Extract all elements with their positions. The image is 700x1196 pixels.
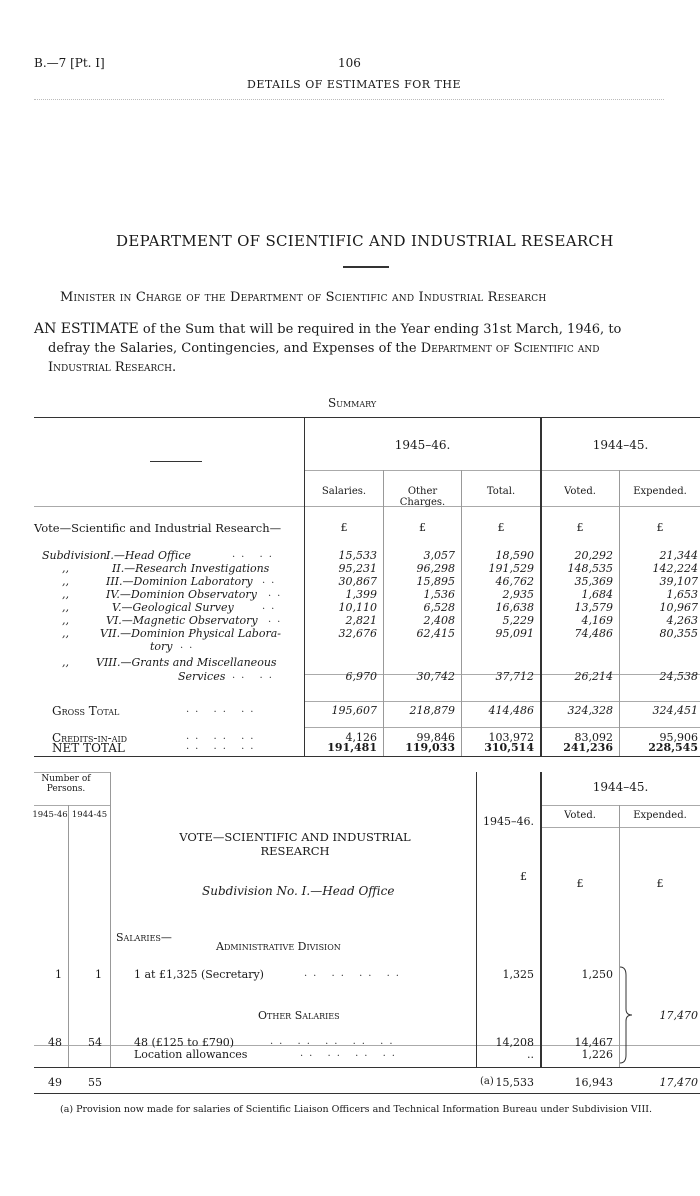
cell-total: 414,486: [488, 704, 534, 717]
brace-expended: 17,470: [659, 1009, 698, 1022]
subdivision-prefix: ,,: [62, 614, 69, 627]
cell-other: 119,033: [405, 741, 455, 754]
estimate-lead: AN ESTIMATE: [34, 321, 139, 337]
subdivision-prefix: ,,: [62, 601, 69, 614]
persons-1944: 54: [88, 1036, 102, 1049]
persons-1945: 1: [55, 968, 62, 981]
cell-total: 46,762: [495, 575, 534, 588]
cell-total: 191,529: [488, 562, 534, 575]
cell-voted: 13,579: [574, 601, 613, 614]
subdivision-label: VII.—Dominion Physical Labora-: [100, 627, 281, 640]
salaries-label: Salaries—: [116, 931, 172, 944]
cell-other: 62,415: [416, 627, 455, 640]
cell-salaries: 30,867: [338, 575, 377, 588]
cell-total: 37,712: [495, 670, 534, 683]
credits-in-aid-label: Credits-in-aid: [52, 731, 128, 745]
summary-title: Summary: [328, 396, 377, 410]
detail-col-expended: Expended.: [633, 810, 687, 821]
pound-sign: £: [656, 877, 664, 890]
page-ref: B.—7 [Pt. I]: [34, 56, 105, 70]
pound-sign: £: [576, 521, 584, 534]
cell-other: 218,879: [409, 704, 455, 717]
cell-other: 30,742: [416, 670, 455, 683]
cell-expended: 21,344: [659, 549, 698, 562]
pound-sign: £: [576, 877, 584, 890]
summary-year-current: 1945–46.: [394, 438, 451, 452]
cell-voted: 83,092: [574, 731, 613, 744]
total-persons-1945: 49: [48, 1076, 62, 1089]
total-est: 15,533: [495, 1076, 534, 1089]
subdivision-label: I.—Head Office: [106, 549, 192, 562]
subdivision-label: VIII.—Grants and Miscellaneous: [96, 656, 277, 669]
cell-voted: 4,169: [581, 614, 613, 627]
estimate-line2b: Department of Scientific and: [420, 341, 600, 356]
subdivision-prefix: ,,: [62, 562, 69, 575]
cell-expended: 80,355: [659, 627, 698, 640]
subdivision-label: III.—Dominion Laboratory: [106, 575, 253, 588]
running-title: DETAILS OF ESTIMATES FOR THE: [247, 78, 461, 91]
footnote: (a) Provision now made for salaries of Scientific Liaison Officers and Technical Information Bureau under Subdivision VIII.: [60, 1104, 653, 1115]
cell-voted: 241,236: [563, 741, 613, 754]
cell-other: 6,528: [423, 601, 455, 614]
gross-total-label: Gross Total: [52, 704, 120, 718]
subdivision-label: II.—Research Investigations: [112, 562, 270, 575]
pound-sign: £: [656, 521, 664, 534]
cell-expended: 142,224: [652, 562, 698, 575]
cell-total: 103,972: [488, 731, 534, 744]
detail-col-voted: Voted.: [564, 810, 596, 821]
subdivision-label-cont: Services: [178, 670, 226, 683]
other-salaries: Other Salaries: [258, 1009, 340, 1022]
row-desc: 48 (£125 to £790): [134, 1036, 235, 1049]
subdivision-prefix: ,,: [62, 588, 69, 601]
estimate-line1: of the Sum that will be required in the Year ending 31st March, 1946, to: [142, 322, 622, 337]
cell-total: 5,229: [502, 614, 534, 627]
cell-total: 310,514: [484, 741, 534, 754]
cell-salaries: 6,970: [345, 670, 377, 683]
persons-header: Number of Persons.: [41, 774, 91, 794]
pound-sign: £: [520, 870, 527, 883]
summary-year-previous: 1944–45.: [592, 438, 649, 452]
cell-salaries: 32,676: [338, 627, 377, 640]
row-est: 1,325: [502, 968, 534, 981]
cell-other: 96,298: [416, 562, 455, 575]
subdivision-prefix: ,,: [62, 575, 69, 588]
row-est: ..: [527, 1048, 534, 1061]
net-total-label: NET TOTAL: [52, 741, 125, 755]
col-voted: Voted.: [564, 486, 596, 497]
total-persons-1944: 55: [88, 1076, 102, 1089]
col-total: Total.: [486, 486, 516, 497]
cell-salaries: 191,481: [327, 741, 377, 754]
row-voted: 1,226: [581, 1048, 613, 1061]
cell-voted: 1,684: [581, 588, 613, 601]
cell-voted: 26,214: [574, 670, 613, 683]
cell-salaries: 2,821: [345, 614, 377, 627]
row-desc: 1 at £1,325 (Secretary): [134, 968, 264, 981]
cell-other: 1,536: [423, 588, 455, 601]
subdivision-label: V.—Geological Survey: [112, 601, 234, 614]
cell-salaries: 15,533: [338, 549, 377, 562]
col-salaries: Salaries.: [321, 486, 367, 497]
estimate-line2a: defray the Salaries, Contingencies, and Expenses of the: [48, 341, 417, 356]
cell-other: 3,057: [423, 549, 455, 562]
subdivision-label: VI.—Magnetic Observatory: [106, 614, 258, 627]
cell-expended: 39,107: [659, 575, 698, 588]
cell-total: 2,935: [502, 588, 534, 601]
col-other-charges: Other Charges.: [399, 486, 446, 508]
cell-voted: 74,486: [574, 627, 613, 640]
persons-1945: 48: [48, 1036, 62, 1049]
cell-other: 15,895: [416, 575, 455, 588]
cell-expended: 324,451: [652, 704, 698, 717]
cell-voted: 35,369: [574, 575, 613, 588]
summary-table: 1945–46. 1944–45. Salaries. Other Charges. Total. Voted. Expended. Vote—Scientific and Industrial Research— £ £ £ £ £ Subdivision I.—Head Office .. .. 15,533 3,057 18,590 20,292 21,344 ,, II.—Research Investigations 95,231 96,298 191,529 148,535 142,224 ,, III.—Dominion Laboratory .. 30,867 15,895 46,762 35,369 39,107 ,, IV.—Dominion Observatory .. 1,399 1,536 2,935 1,684 1,653 ,, V.—Geological Survey .. 10,110 6,528 16,638 13,579 10,967 ,, VI.—Magnetic Observatory .. 2,821 2,408 5,229 4,169 4,263 ,, VII.—Dominion Physical Labora- tory .. 32,676 62,415 95,091 74,486 80,355 ,, VIII.—Grants and Miscellaneous Services .. .. 6,970 30,742 37,712 26,214 24,538 Gross Total .. .. .. 195,607 218,879 414,486 324,328 324,451 Credits-in-aid .. .. .. 4,126 99,846 103,972 83,092 95,906: [0, 0, 700, 1196]
brace-icon: [618, 965, 634, 1065]
detail-table: Number of Persons. 1945-46 1944-45 VOTE—SCIENTIFIC AND INDUSTRIAL RESEARCH 1945–46. 1944–45. Voted. Expended. £ £ £ Subdivision No. I.—Head Office Salaries— Administrative Division 1 1 1 at £1,325 (Secretary) .. .. .. .. 1,325 1,250 Other Salaries 48 54 48 (£125 to £790) .. .. .. .. .. 14,208 14,467 Location allowances .. .. .. .. .. 1,226 17,470: [0, 0, 700, 1196]
cell-salaries: 1,399: [345, 588, 377, 601]
estimate-line3: Industrial Research.: [48, 360, 177, 375]
persons-year: 1944-45: [71, 810, 108, 820]
cell-salaries: 10,110: [338, 601, 377, 614]
subdivision-prefix: ,,: [62, 627, 69, 640]
detail-year-current: 1945–46.: [483, 815, 534, 828]
minister-line: Minister in Charge of the Department of Scientific and Industrial Research: [60, 290, 547, 305]
total-expended: 17,470: [659, 1076, 698, 1089]
pound-sign: £: [497, 521, 505, 534]
cell-total: 18,590: [495, 549, 534, 562]
cell-total: 95,091: [495, 627, 534, 640]
col-expended: Expended.: [633, 486, 687, 497]
cell-voted: 20,292: [574, 549, 613, 562]
row-voted: 1,250: [581, 968, 613, 981]
row-desc: Location allowances: [134, 1048, 248, 1061]
cell-expended: 95,906: [659, 731, 698, 744]
subdivision-prefix: ,,: [62, 656, 69, 669]
row-est: 14,208: [495, 1036, 534, 1049]
subdivision-title: Subdivision No. I.—Head Office: [202, 884, 395, 898]
persons-1944: 1: [95, 968, 102, 981]
cell-expended: 228,545: [648, 741, 698, 754]
pound-sign: £: [419, 521, 426, 534]
total-note-marker: (a): [480, 1076, 494, 1087]
cell-expended: 24,538: [659, 670, 698, 683]
subdivision-label-cont: tory: [150, 640, 173, 653]
cell-voted: 324,328: [567, 704, 613, 717]
detail-year-previous: 1944–45.: [592, 780, 649, 794]
subdivision-label: IV.—Dominion Observatory: [106, 588, 257, 601]
vote-title: VOTE—SCIENTIFIC AND INDUSTRIAL RESEARCH: [179, 830, 411, 858]
row-voted: 14,467: [574, 1036, 613, 1049]
persons-year: 1945-46: [32, 810, 68, 820]
department-title: DEPARTMENT OF SCIENTIFIC AND INDUSTRIAL RESEARCH: [116, 232, 614, 250]
cell-expended: 10,967: [659, 601, 698, 614]
cell-salaries: 195,607: [331, 704, 377, 717]
cell-expended: 1,653: [666, 588, 698, 601]
vote-label: Vote—Scientific and Industrial Research—: [34, 521, 282, 535]
total-voted: 16,943: [574, 1076, 613, 1089]
subdivision-prefix: Subdivision: [42, 549, 107, 562]
page-number: 106: [338, 56, 361, 70]
cell-salaries: 95,231: [338, 562, 377, 575]
pound-sign: £: [340, 521, 348, 534]
admin-division: Administrative Division: [216, 940, 341, 953]
cell-voted: 148,535: [567, 562, 613, 575]
cell-total: 16,638: [495, 601, 534, 614]
cell-salaries: 4,126: [345, 731, 377, 744]
cell-other: 2,408: [423, 614, 455, 627]
cell-other: 99,846: [416, 731, 455, 744]
cell-expended: 4,263: [666, 614, 698, 627]
